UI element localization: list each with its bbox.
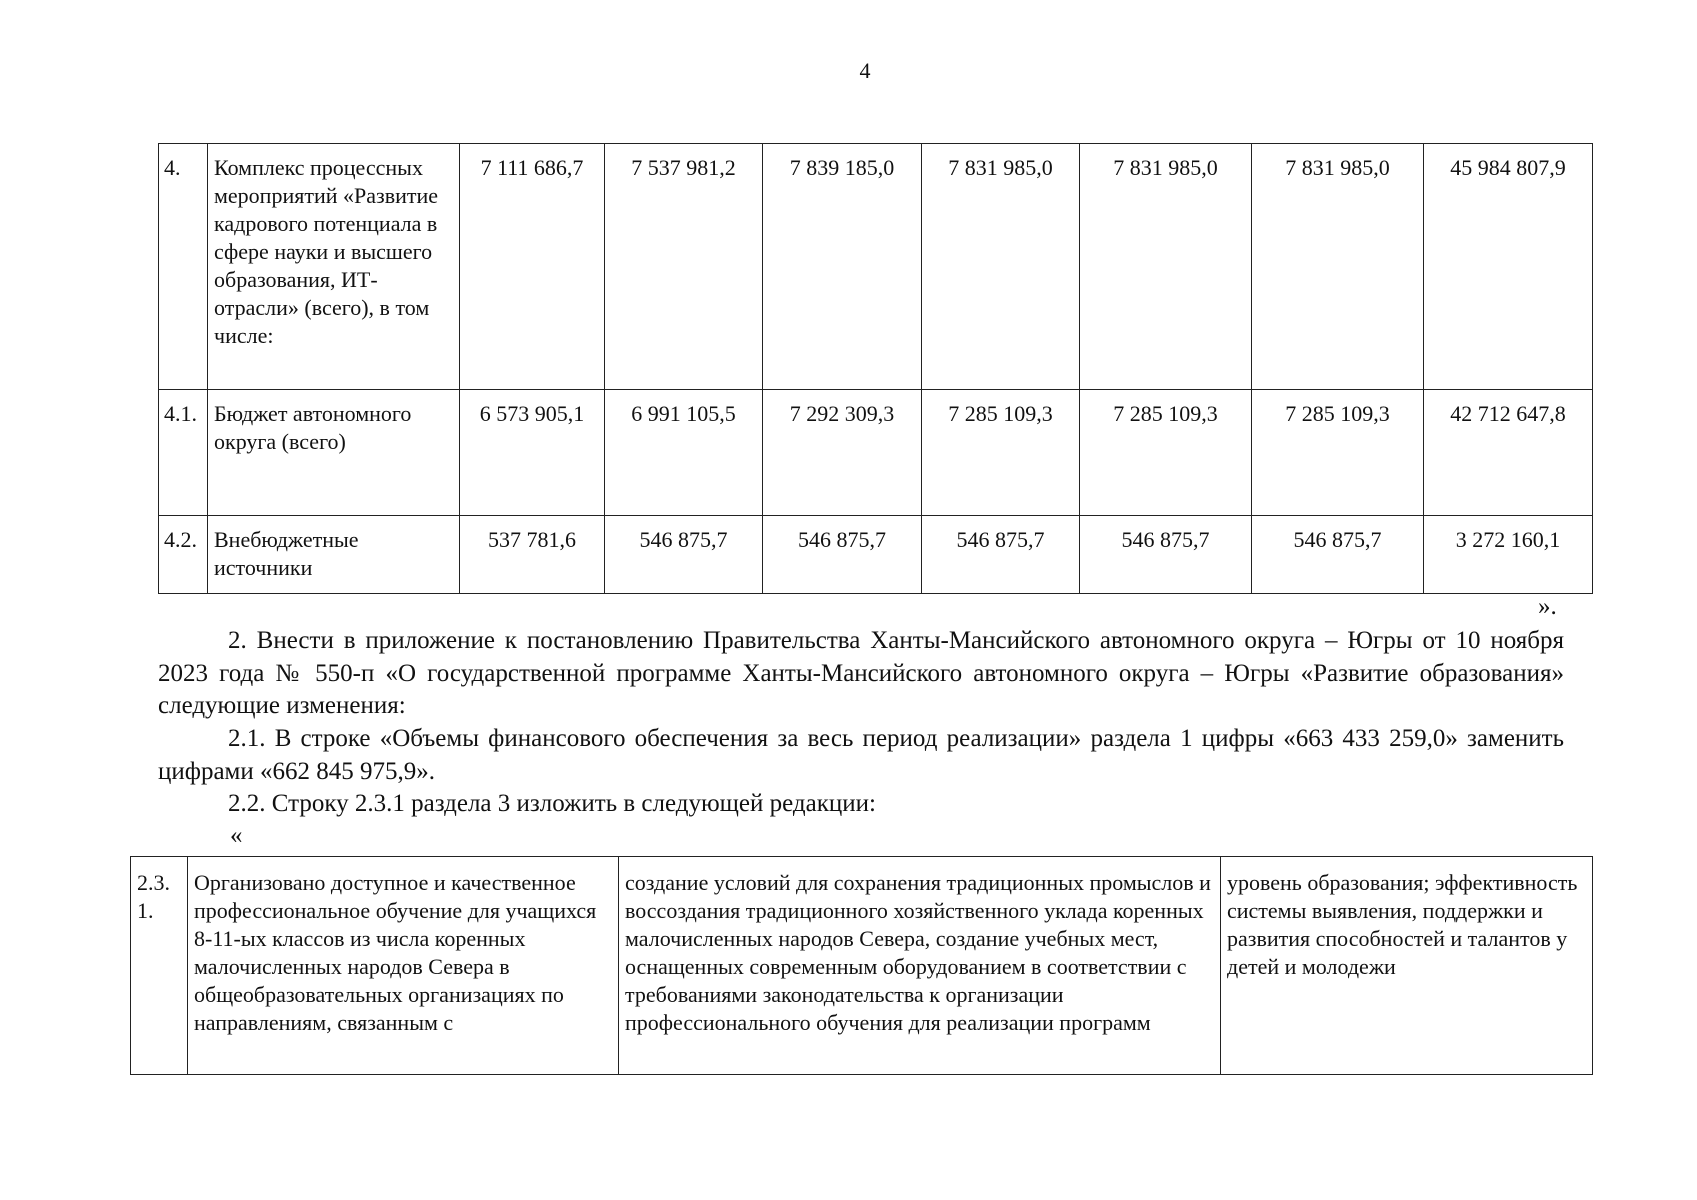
table-row (159, 516, 1593, 594)
total-cell: 45 984 807,9 (1424, 144, 1593, 390)
result-cell: Организовано доступное и качественное профессиональное обучение для учащихся 8-11-ых классов из числа коренных малочисленных народов Севера в общеобразовательных организациях по направлениям, связанным с (188, 857, 619, 1075)
value-cell: 6 573 905,1 (460, 390, 605, 516)
row-number: 4. (159, 144, 208, 390)
value-cell: 7 831 985,0 (1252, 144, 1424, 390)
total-cell: 42 712 647,8 (1424, 390, 1593, 516)
value-cell: 7 831 985,0 (922, 144, 1080, 390)
value-cell: 546 875,7 (1252, 516, 1424, 594)
paragraph-amendment: 2. Внести в приложение к постановлению Правительства Ханты-Мансийского автономного округа – Югры от 10 ноября 2023 года № 550-п «О государственной программе Ханты-Мансийского автономного округа – Югры «Развитие образования» следующие изменения: (158, 627, 1564, 719)
value-cell: 7 537 981,2 (605, 144, 763, 390)
row-number: 4.2. (159, 516, 208, 594)
row-name: Внебюджетные источники (208, 516, 460, 594)
table-row (131, 857, 1593, 1075)
value-cell: 546 875,7 (922, 516, 1080, 594)
value-cell: 546 875,7 (763, 516, 922, 594)
value-cell: 546 875,7 (1080, 516, 1252, 594)
value-cell: 7 111 686,7 (460, 144, 605, 390)
value-cell: 546 875,7 (605, 516, 763, 594)
opening-quote: « (230, 822, 243, 849)
closing-quote: ». (1538, 593, 1557, 620)
paragraph-2-1: 2.1. В строке «Объемы финансового обеспечения за весь период реализации» раздела 1 цифры «663 433 259,0» заменить цифрами «662 845 975,9». (158, 725, 1564, 785)
value-cell: 7 831 985,0 (1080, 144, 1252, 390)
task-cell: создание условий для сохранения традиционных промыслов и воссоздания традиционного хозяйственного уклада коренных малочисленных народов Севера, создание учебных мест, оснащенных современным оборудованием в соответствии с требованиями законодательства к организации профессионального обучения для реализации программ (619, 857, 1221, 1075)
table-row (159, 144, 1593, 390)
total-cell: 3 272 160,1 (1424, 516, 1593, 594)
value-cell: 537 781,6 (460, 516, 605, 594)
value-cell: 7 285 109,3 (1080, 390, 1252, 516)
funding-table (158, 143, 1593, 594)
table-row (159, 390, 1593, 516)
value-cell: 7 285 109,3 (1252, 390, 1424, 516)
page-number: 4 (859, 58, 871, 83)
row-name: Комплекс процессных мероприятий «Развитие кадрового потенциала в сфере науки и высшего образования, ИТ-отрасли» (всего), в том числе: (208, 144, 460, 390)
value-cell: 7 285 109,3 (922, 390, 1080, 516)
indicator-cell: уровень образования; эффективность системы выявления, поддержки и развития способностей и талантов у детей и молодежи (1221, 857, 1593, 1075)
row-number: 2.3. 1. (131, 857, 188, 1075)
value-cell: 6 991 105,5 (605, 390, 763, 516)
value-cell: 7 839 185,0 (763, 144, 922, 390)
value-cell: 7 292 309,3 (763, 390, 922, 516)
program-table (130, 856, 1593, 1075)
paragraph-2-2: 2.2. Строку 2.3.1 раздела 3 изложить в следующей редакции: (228, 790, 876, 817)
row-name: Бюджет автономного округа (всего) (208, 390, 460, 516)
row-number: 4.1. (159, 390, 208, 516)
